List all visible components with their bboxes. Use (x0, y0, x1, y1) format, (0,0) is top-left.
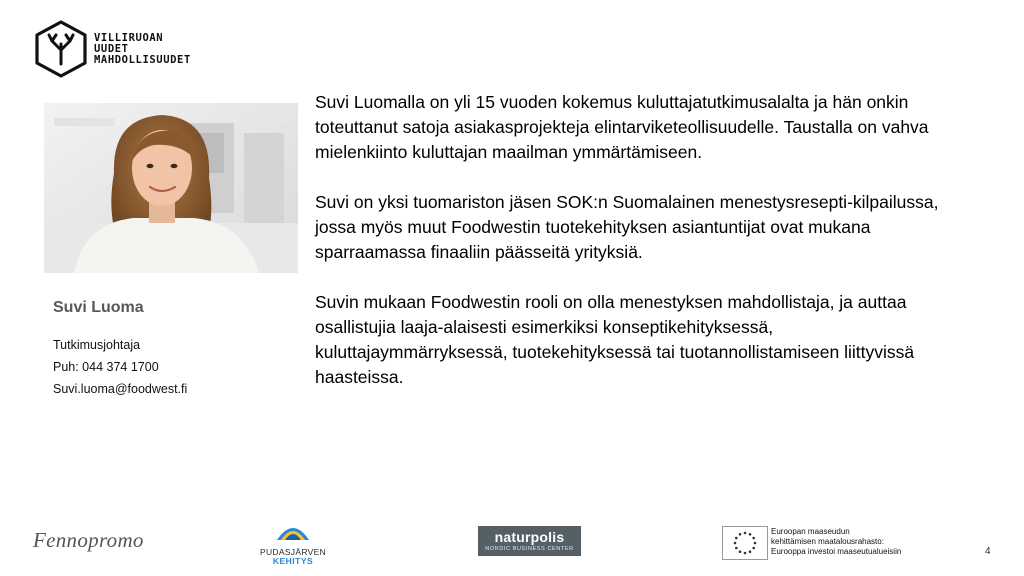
eu-line-3: Eurooppa investoi maaseutualueisiin (771, 547, 902, 556)
pudasjarvi-name: PUDASJÄRVEN (260, 547, 326, 557)
eu-line-1: Euroopan maaseudun (771, 527, 850, 536)
antler-hexagon-icon (34, 20, 88, 78)
page-number: 4 (985, 546, 991, 557)
eu-stars-icon (723, 527, 767, 559)
paragraph-experience: Suvi Luomalla on yli 15 vuoden kokemus kuluttajatutkimusalalta ja hän onkin toteuttanut satoja asiakasprojekteja elintarviketeollisuudelle. Taustalla on vahva mielenkiinto kuluttajan maailman ymmärtämiseen. (315, 92, 929, 162)
villiruoan-logo (34, 20, 191, 78)
naturpolis-logo (478, 526, 581, 556)
naturpolis-name: naturpolis (494, 529, 565, 545)
pudasjarven-kehitys-logo (258, 518, 328, 568)
contact-title: Tutkimusjohtaja (53, 338, 141, 352)
logo-line-1: VILLIRUOAN (94, 31, 164, 44)
portrait-illustration (44, 103, 298, 273)
contact-email: Suvi.luoma@foodwest.fi (53, 382, 188, 396)
contact-phone: Puh: 044 374 1700 (53, 360, 159, 374)
logo-line-3: MAHDOLLISUUDET (94, 53, 191, 66)
paragraph-jury: Suvi on yksi tuomariston jäsen SOK:n Suomalainen menestysresepti-kilpailussa, jossa myös muut Foodwestin tuotekehityksen asiantuntijat ovat mukana sparraamassa finaaliin päässeitä yrityksiä. (315, 192, 939, 262)
logo-line-2: UUDET (94, 42, 129, 55)
logo-text (94, 33, 191, 66)
eu-flag-logo (722, 526, 768, 560)
eu-line-2: kehittämisen maatalousrahasto: (771, 537, 884, 546)
pudasjarvi-hills-icon (274, 518, 312, 542)
body-text (315, 90, 945, 415)
paragraph-role: Suvin mukaan Foodwestin rooli on olla menestyksen mahdollistaja, ja auttaa osallistujia laaja-alaisesti esimerkiksi konseptikehityksessä, kuluttajaymmärryksessä, tuotekehityksessä tai tuotannollistamiseen liittyvissä haasteissa. (315, 292, 915, 387)
fennopromo-logo: Fennopromo (33, 528, 144, 552)
contact-name: Suvi Luoma (53, 299, 144, 316)
portrait-photo (44, 103, 298, 273)
pudasjarvi-sub: KEHITYS (272, 556, 314, 566)
eu-fund-text (771, 527, 901, 557)
naturpolis-sub: NORDIC BUSINESS CENTER (485, 546, 574, 552)
